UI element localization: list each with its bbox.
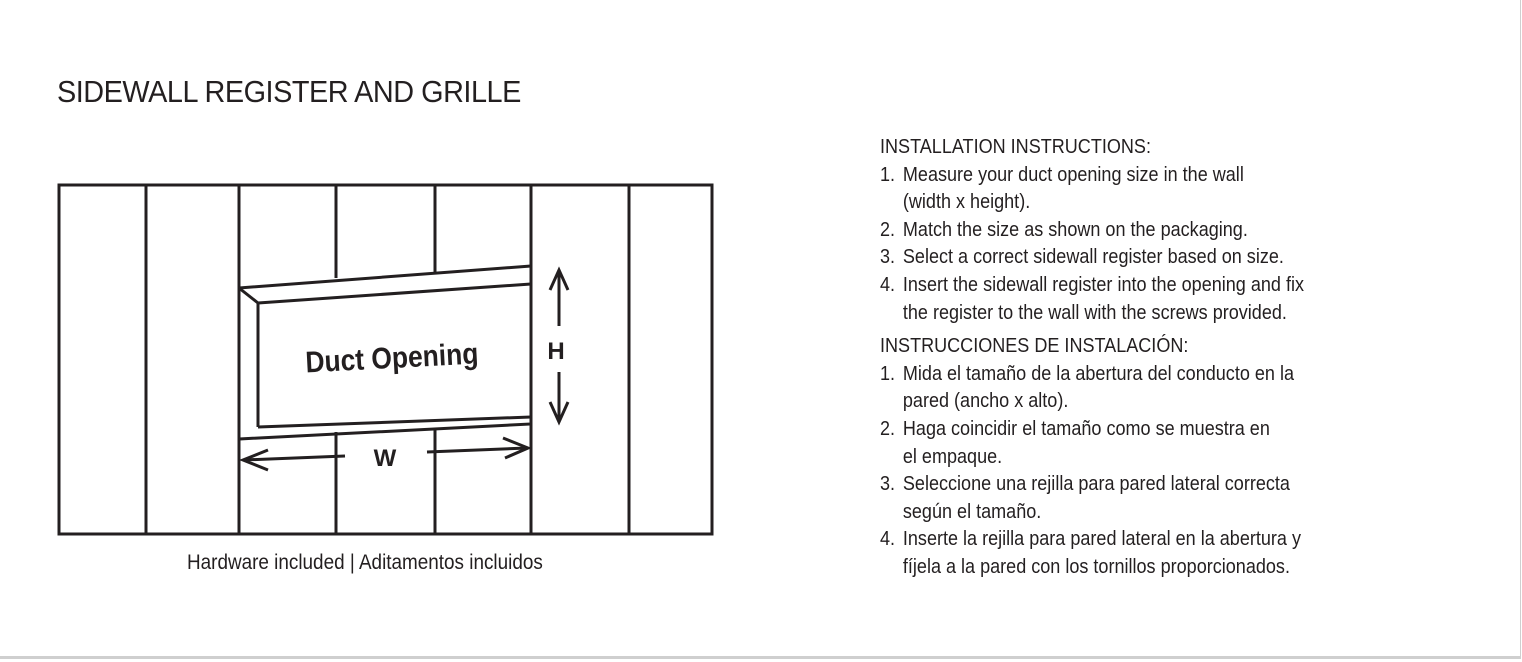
step-number: 2. (880, 416, 896, 440)
step-text: Match the size as shown on the packaging. (902, 217, 1248, 241)
step-text: pared (ancho x alto). (902, 389, 1069, 413)
step-text: según el tamaño. (902, 499, 1042, 523)
step-text: Select a correct sidewall register based on size. (902, 245, 1284, 269)
step-number: 4. (880, 527, 896, 551)
instruction-step (880, 161, 1443, 216)
step-number: 3. (880, 472, 896, 496)
instruction-step (880, 415, 1443, 470)
step-text: fíjela a la pared con los tornillos proporcionados. (902, 554, 1290, 578)
width-label: W (373, 445, 397, 472)
instruction-step (880, 216, 1443, 244)
step-text: Measure your duct opening size in the wall (902, 162, 1244, 186)
step-text: Haga coincidir el tamaño como se muestra en (902, 416, 1270, 440)
step-text: Insert the sidewall register into the opening and fix (902, 272, 1305, 296)
instructions-list-en (880, 161, 1443, 327)
hardware-caption: Hardware included | Aditamentos incluidos (187, 551, 543, 574)
step-text: (width x height). (902, 190, 1031, 214)
instruction-step (880, 243, 1443, 271)
step-number: 4. (880, 272, 896, 296)
step-number: 1. (880, 162, 896, 186)
instruction-step (880, 271, 1443, 326)
step-number: 1. (880, 361, 896, 385)
step-text: Seleccione una rejilla para pared lateral correcta (902, 472, 1290, 496)
instruction-step (880, 360, 1443, 415)
duct-opening-label: Duct Opening (304, 335, 480, 379)
step-text: the register to the wall with the screws provided. (902, 300, 1287, 324)
instructions-heading-es: INSTRUCCIONES DE INSTALACIÓN: (880, 334, 1189, 358)
step-text: Inserte la rejilla para pared lateral en la abertura y (902, 527, 1301, 551)
instruction-step (880, 525, 1443, 580)
duct-opening-bevel (239, 288, 258, 303)
instructions-heading-en: INSTALLATION INSTRUCTIONS: (880, 135, 1151, 158)
page-title: SIDEWALL REGISTER AND GRILLE (57, 74, 521, 109)
instructions-panel (880, 133, 1440, 581)
width-arrow-right (427, 448, 527, 452)
instructions-list-es (880, 360, 1443, 581)
height-label: H (547, 338, 565, 365)
instruction-step (880, 470, 1443, 525)
step-text: el empaque. (902, 444, 1003, 468)
width-arrow-left (243, 456, 345, 460)
step-number: 2. (880, 217, 896, 241)
step-text: Mida el tamaño de la abertura del conducto en la (902, 361, 1295, 385)
duct-opening-bevel (258, 284, 531, 303)
step-number: 3. (880, 245, 896, 269)
